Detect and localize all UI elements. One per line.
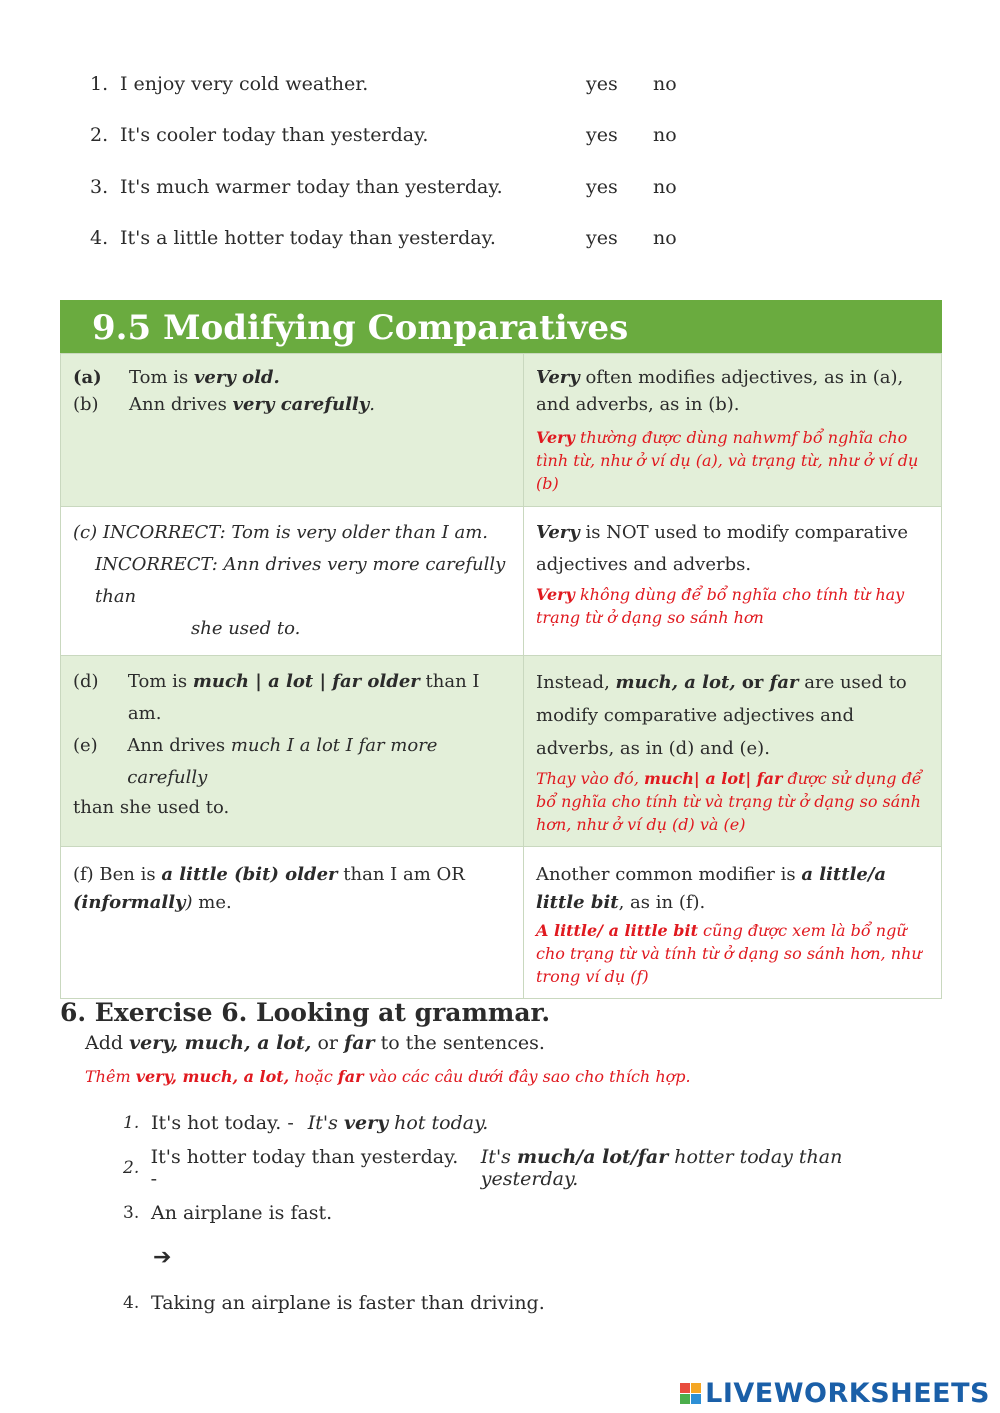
exercise-item: 2. It's hotter today than yesterday. - It's much/a lot/far hotter today than yesterday.: [123, 1145, 940, 1190]
explanation-cell: [524, 847, 942, 999]
question-number: 4.: [90, 227, 109, 250]
question-row: [90, 110, 710, 162]
exercise-items: [60, 1100, 940, 1325]
explanation-text: Another common modifier is a little/a little bit, as in (f).: [536, 864, 887, 913]
example-cell: [61, 847, 524, 999]
arrow-icon: ➔: [153, 1245, 172, 1270]
answer-text[interactable]: It's very hot today.: [307, 1111, 489, 1134]
explanation-cell: [524, 507, 942, 656]
exercise-item: 1. It's hot today. - It's very hot today.: [123, 1111, 489, 1134]
vietnamese-note: Thay vào đó, much| a lot| far được sử dụng để bổ nghĩa cho tính từ và trạng từ ở dạng so sánh hơn, như ở ví dụ (d) và (e): [536, 769, 922, 834]
example-cell: (d) Tom is much | a lot | far older than I am. (e) Ann drives much I a lot I far more carefully than she used to.: [61, 656, 524, 847]
explanation-text: Very often modifies adjectives, as in (a), and adverbs, as in (b).: [536, 367, 904, 415]
example-b: (b) Ann drives very carefully.: [73, 394, 375, 415]
table-row: [61, 354, 942, 507]
grammar-section: [60, 300, 942, 999]
exercise-instructions: Add very, much, a lot, or far to the sentences.: [85, 1032, 545, 1054]
yes-option[interactable]: yes: [586, 175, 618, 198]
logo-text: LIVEWORKSHEETS: [705, 1378, 990, 1409]
question-number: 1.: [90, 72, 109, 95]
example-cell: (c) INCORRECT: Tom is very older than I am. INCORRECT: Ann drives very more carefully than she used to.: [61, 507, 524, 656]
example-a: (a) Tom is very old.: [73, 367, 280, 388]
vietnamese-note: A little/ a little bit cũng được xem là bổ ngữ cho trạng từ và tính từ ở dạng so sánh hơn, như trong ví dụ (f): [536, 921, 922, 986]
question-row: [90, 58, 710, 110]
logo-icon: [680, 1383, 701, 1404]
no-option[interactable]: no: [653, 227, 677, 250]
no-option[interactable]: no: [653, 72, 677, 95]
yes-option[interactable]: yes: [586, 227, 618, 250]
table-row: [61, 656, 942, 847]
exercise-vietnamese-instructions: Thêm very, much, a lot, hoặc far vào các câu dưới đây sao cho thích hợp.: [85, 1067, 691, 1086]
question-number: 2.: [90, 124, 109, 147]
grammar-table: [60, 353, 942, 999]
yes-option[interactable]: yes: [586, 72, 618, 95]
exercise-item: 3. An airplane is fast.: [123, 1201, 333, 1224]
vietnamese-note: Very thường được dùng nahwmf bổ nghĩa cho tình từ, như ở ví dụ (a), và trạng từ, như ở ví dụ (b): [536, 428, 919, 493]
table-row: [61, 847, 942, 999]
question-row: [90, 161, 710, 213]
explanation-cell: [524, 656, 942, 847]
example-f: (f) Ben is a little (bit) older than I am OR (informally) me.: [73, 864, 465, 913]
no-option[interactable]: no: [653, 175, 677, 198]
explanation-text: Instead, much, a lot, or far are used to modify comparative adjectives and adverbs, as in (d) and (e).: [536, 672, 907, 759]
exercise-item: 4. Taking an airplane is faster than driving.: [123, 1291, 545, 1314]
explanation-text: Very is NOT used to modify comparative adjectives and adverbs.: [536, 522, 909, 575]
question-text: It's much warmer today than yesterday.: [120, 175, 503, 198]
explanation-cell: [524, 354, 942, 507]
no-option[interactable]: no: [653, 124, 677, 147]
question-row: [90, 213, 710, 265]
answer-arrow-row[interactable]: [123, 1235, 940, 1280]
exercise-title: 6. Exercise 6. Looking at grammar.: [60, 998, 551, 1027]
question-text: It's a little hotter today than yesterday.: [120, 227, 496, 250]
answer-text[interactable]: It's much/a lot/far hotter today than yesterday.: [480, 1145, 843, 1190]
section-title: 9.5 Modifying Comparatives: [60, 300, 942, 353]
liveworksheets-logo: [680, 1378, 990, 1409]
example-e: (e) Ann drives much I a lot I far more carefully: [73, 735, 438, 788]
example-cell: [61, 354, 524, 507]
exercise-section: [60, 995, 940, 1325]
question-text: I enjoy very cold weather.: [120, 72, 369, 95]
table-row: [61, 507, 942, 656]
question-number: 3.: [90, 175, 109, 198]
yes-option[interactable]: yes: [586, 124, 618, 147]
question-text: It's cooler today than yesterday.: [120, 124, 429, 147]
question-list: [90, 58, 710, 264]
vietnamese-note: Very không dùng để bổ nghĩa cho tính từ hay trạng từ ở dạng so sánh hơn: [536, 585, 905, 627]
example-d: (d) Tom is much | a lot | far older than I am.: [73, 671, 480, 724]
